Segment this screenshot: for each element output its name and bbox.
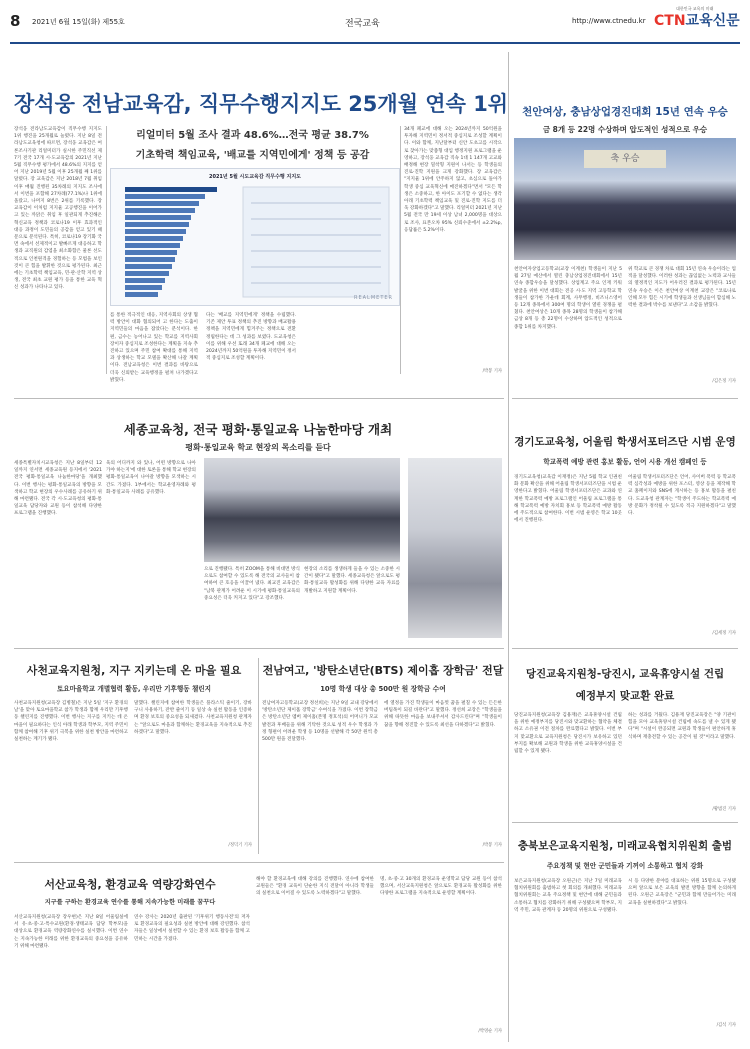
cheonan-headline: 천안여상, 충남상업경진대회 15년 연속 우승	[522, 106, 728, 118]
page-header	[10, 0, 740, 44]
jeonnamgo-byline: /박봉 기자	[482, 843, 502, 848]
cheonan-col2: 위 학교로 큰 경쟁 차로 대회 15년 연속 우승이라는 업적을 달성했다. 이러한 성과는 끊임없는 노력과 교사들의 열정적인 지도가 어우러진 결과로 평가된다. 15년 연속 우승은 이은 천안여상 이계천 교장은 "코로나로 인해 모두 힘든 시기에 학생들과 선생님들이 합심해 노력한 결과에 박수를 보낸다"고 소감을 밝혔다.	[628, 267, 736, 309]
sejong-photo-2	[408, 458, 502, 638]
lead-subhead-2: 기초학력 책임교육, '배교를 지역민에게' 정책 등 공감	[135, 150, 370, 161]
saecheon-col2: 말했다. 챌린지에 참여한 학생들은 플라스틱 줄이기, 장바구니 사용하기, 잔반 줄이기 등 일상 속 실천 활동을 인증하며 환경 보호의 중요성을 되새겼다. 사천교육지원청 관계자는 "앞으로도 마을과 함께하는 환경교육을 지속적으로 추진하겠다"고 말했다.	[134, 701, 252, 735]
seosan-col4: 명, 초·중·고 30개의 환경교육 운영학교 담당 교원 등이 참석했으며, 서산교육지원청은 앞으로도 환경교육 활성화를 위한 다양한 프로그램을 지속적으로 운영할 계획이다.	[380, 877, 502, 897]
sejong-col4: 현장의 소리를 생생하게 들을 수 있는 소중한 시간이 됐다"고 말했다. 세종교육청은 앞으로도 평화·통일교육 활성화를 위해 다양한 교육 자료를 개발하고 지원할 계획이다.	[304, 567, 400, 594]
section-name: 전국교육	[345, 19, 380, 29]
sejong-col1: 세종특별자치시교육청은 지난 8일부터 12일까지 연서면 세종교육원 등지에서 '2021 전국 평화·통일교육 나눔한마당'을 개최했다. 이번 행사는 평화·통일교육의 방향을 모색하고 학교 현장의 우수사례를 공유하기 위해 마련됐다. 전국 각 시·도교육청의 평화·통일교육 담당자와 교원 등이 참석해 다양한 프로그램을 진행했다.	[14, 461, 102, 517]
saecheon-headline: 사천교육지원청, 지구 지키는데 온 마을 필요	[26, 664, 242, 677]
cheonan-subhead: 금 8개 등 22명 수상하며 압도적인 성적으로 우승	[542, 125, 708, 134]
lead-byline: /박봉 기자	[482, 369, 502, 374]
jeonnamgo-col1: 전남여자고등학교(교장 정선희)는 지난 9일 교내 강당에서 '방탄소년단 제이홉 장학금' 수여식을 가졌다. 이번 장학금은 방탄소년단 멤버 제이홉(본명 정호석)의 어머니가 모교 발전과 후배들을 위해 기탁한 것으로 성적 우수 학생과 가정 형편이 어려운 학생 등 10명을 선발해 각 50만 원씩 총 500만 원을 전달했다.	[262, 701, 378, 743]
cheonan-byline: /김은정 기자	[712, 379, 736, 384]
gyeonggi-byline: /김세정 기자	[712, 631, 736, 636]
saecheon-subhead: 토요마을학교 개별협력 활동, 우리만 기후행동 챌린지	[56, 685, 212, 693]
lead-col2: 를 통한 적극적인 대응, 지역사회의 상생 협력 방안이 대화 협의되어 고 한다는 도출이 지역민들의 마음을 잡았다는 분석이다. 한편, 금수는 농어나고 있는 학교를 지역사회 장이자 중심지로 조성한다는 계획을 지속 추진하고 있으며 주민 참여 확대를 통해 지역과 상생하는 학교 모델을 확산해 나갈 계획이다. 전남교육청은 이번 결과를 바탕으로 더욱 신뢰받는 교육행정을 펼쳐 나가겠다고 밝혔다.	[110, 313, 198, 383]
seosan-headline: 서산교육청, 환경교육 역량강화연수	[44, 878, 216, 891]
chungbuk-byline: /김석 기자	[716, 1023, 736, 1028]
gyeonggi-headline: 경기도교육청, 어울림 학생서포터즈단 시범 운영	[514, 436, 736, 448]
seosan-col3: 해야 할 환경교육에 대해 강의를 진행했다. 연수에 참여한 교원들은 "환경 교육이 단순한 지식 전달이 아니라 학생들의 실천으로 이어질 수 있도록 노력하겠다"고 말했다.	[256, 877, 374, 897]
gyeonggi-subhead: 학교폭력 예방 관련 홍보 활동, 언어 시용 개선 캠페인 등	[543, 458, 707, 466]
dangjin-headline-1: 당진교육지원청-당진시, 교육휴양시설 건립	[525, 668, 725, 680]
newspaper-logo	[654, 6, 740, 30]
cheonan-col1: 천안여자상업고등학교(교장 이계천) 학생들이 지난 5월 27일 예산에서 열린 충남상업경진대회에서 15년 연속 종합우승을 달성했다. 상업계고 주요 인재 키워 발굴을 위한 이번 대회는 전공 시·도 지역 고등학교 학생들이 참가한 가운데 회계, 사무행정, 비즈니스영어 등 12개 종목에서 300여 명의 학생이 열띤 경쟁을 펼쳤다. 천안여상은 10개 종목 28명의 학생들이 참가해 금상 8개 등 총 22명이 수상하며 압도적인 성적으로 종합 1위를 차지했다.	[514, 267, 622, 330]
dangjin-col1: 당진교육지원청(교육장 김용재)은 교육휴양시설 건립을 위한 예정부지를 당진시와 맞교환하는 협약을 체결하고 소유권 이전 절차를 완료했다고 밝혔다. 이번 부지 맞교환으로 교육지원청은 당진시가 보유하고 있던 부지를 확보해 교원과 학생을 위한 교육휴양시설을 건립할 수 있게 됐다.	[514, 713, 622, 755]
logo-ctn: CTN	[654, 13, 686, 29]
jeonnamgo-headline: 전남여고, '방탄소년단(BTS) 제이홉 장학금' 전달	[262, 664, 504, 677]
sejong-col2: 육의 어디까지 와 있나, 어떤 방향으로 나아가야 하는지'에 대한 토론을 통해 학교 현장의 평화·통일교육이 나아갈 방향을 모색하는 시간도 가졌다. 1부에서는 학교운영자례와 평화·통일교육 사례를 공유했다.	[106, 461, 196, 495]
seosan-byline: /박영순 기자	[478, 1029, 502, 1034]
chungbuk-subhead: 주요정책 및 현안 군민들과 기꺼이 소통하고 협치 강화	[546, 862, 704, 870]
lead-col4: 34개 폐교에 대해 오는 2024년까지 50억원을 투자해 지역민이 정서적 중심지로 조성할 계획이다. 이와 함께, 지난달부터 신안 도초고를 시작으로 찾아가는 맞춤형 대입 행정지원 프로그램을 운영하고, 장석웅 교육감 직속 1대 1 147개 고교와 배정해 현장 밀착형 지원이 나서는 등 학생들의 진로·진학 지원을 크게 강화했다. 장 교육감은 "지지율 1위에 안주하지 않고, 초심으로 돌아가 학생 중심 교육혁신에 매진하겠다"면서 "모든 학생은 소중하고, 한 아이도 포기할 수 없다는 생각 아래 기초학력 책임교육 및 진로·진학 지도를 더욱 강화하겠다"고 말했다. 리얼미터 2021년 지난 5월 전국 만 19세 이상 남녀 2,000명을 대상으로 조사, 표본오차 95% 신뢰수준에서 ±2.2%p, 응답률은 5.2%이다.	[404, 127, 503, 233]
chart-bars	[125, 187, 217, 297]
lead-headline: 장석웅 전남교육감, 직무수행지지도 25개월 연속 1위	[14, 92, 509, 116]
lead-col1: 장석웅 전라남도교육감이 직무수행 지지도 1위 행진을 25개월로 늘렸다. 지난 8일 전라남도교육청에 따르면, 장석웅 교육감은 여론조사기관 리얼미터가 실시한 주민직선 제7기 전국 17개 시·도교육감의 2021년 지난 5월 직무수행 평가에서 48.6%의 지지를 얻어 지난 2019년 5월 이후 25개월 째 1위를 달렸다. 장 교육감은 지난 2018년 7월 취임 이후 매월 진행된 35차례의 지지도 조사에서 이번을 포함해 27차례(77.1%)나 1위에 올랐고, 나머지 8번은 2위를 기록했다. 장 교육감이 이처럼 지지율 고공행진을 이어가고 있는 까닭은 취임 후 일관되게 추진해온 혁신교육 정책과 코로나19 이후 효과적인 대응 과정이 도민들의 공감을 얻고 있기 때문으로 분석된다. 특히, 코로나19 장기화 국면 속에서 선제적이고 발빠르게 대응하고 학생과 교직원의 감염을 최소화함은 물론 선도적으로 인천원격을 경험하는 등 모범을 보인 것이 큰 힘을 발휘한 것으로 평가된다. 최근에는 기초학력 책임교육, 민·관·산학 지역 상생, 전국 최초 교원 평가 등을 통한 교육 혁신 성과가 나타나고 있다.	[14, 127, 102, 291]
logo-text: 교육신문	[685, 13, 740, 29]
seosan-subhead: 지구를 구하는 환경교육 연수를 통해 지속가능한 미래를 꿈꾸다	[44, 899, 216, 906]
lead-chart-graphic	[111, 169, 401, 307]
cheonan-banner: 축 우승	[584, 150, 666, 168]
gyeonggi-col2: 어울림 학생서포터즈단은 언어, 사이버 폭력 등 학교폭력 심각성과 예방을 위한 포스터, 영상 등을 제작해 학교 홈페이지와 SNS에 게시하는 등 홍보 활동을 펼친다. 도교육청 관계자는 "학생이 주도하는 학교폭력 예방 문화가 정착될 수 있도록 적극 지원하겠다"고 말했다.	[628, 475, 736, 517]
lead-chart	[110, 168, 400, 306]
sejong-subhead: 평화·통일교육 학교 현장의 목소리를 듣다	[185, 443, 331, 452]
saecheon-byline: /정덕기 기자	[228, 843, 252, 848]
lead-col3: 다는 '배교를 지역민에게' 정책을 수립했다. 기존 제안 투표 정책의 추진 방향과 배교활용 정책을 지역민에게 힘겨주는 정책으로 전환 정립한다는 데 그 성과를 보였다. 도교육청은 이를 위해 우선 또래 34개 폐교에 대해 오는 2024년까지 50억원을 투자해 지역민이 정서적 중심지로 조성할 계획이다.	[206, 313, 296, 362]
chungbuk-col1: 보은교육지원청(교육장 오원근)은 지난 7일 미래교육협치위원회를 출범하고 첫 회의를 개최했다. 미래교육협치위원회는 교육 주요정책 및 현안에 대해 군민들과 소통하고 협치를 강화하기 위해 구성됐으며 학부모, 지역 주민, 교육 관계자 등 20명의 위원으로 구성됐다.	[514, 879, 622, 913]
sejong-col3: 으로 진행됐다. 특히 ZOOM을 통해 비대면 방식으로도 참여할 수 있도록 해 전국의 교사들이 참여하여 큰 호응을 이끌어 냈다. 최교진 교육감은 "남북 관계가 어려운 이 시기에 평화·통일교육의 중요성은 더욱 커지고 있다"고 강조했다.	[204, 567, 300, 601]
saecheon-col1: 사천교육지원청(교육장 김병철)은 지난 5일 '지구 환경의 날'을 맞아 토요마을학교 참가 학생과 함께 우리만 기후행동 챌린지를 진행했다. 이번 행사는 지구를 지키는 데 온 마을이 필요하다는 인식 아래 학생과 학부모, 지역 주민이 함께 참여해 기후 위기 극복을 위한 실천 방안을 마련하고 실천하는 계기가 됐다.	[14, 701, 128, 743]
issue-date: 2021년 6월 15일(화) 제55호	[32, 18, 125, 26]
gyeonggi-col1: 경기도교육청(교육감 이재정)은 지난 5월 학교 인권친화 문화 확산을 위해 어울림 학생서포터즈단을 시범 운영한다고 밝혔다. 어울림 학생서포터즈단은 교과와 연계한 학교폭력 예방 프로그램인 어울림 프로그램을 통해 학교폭력 예방 자치회 홍보 등 학교폭력 예방 활동에 주도적으로 참여한다. 이번 시범 운영은 학교 10곳에서 진행된다.	[514, 475, 622, 524]
lead-subhead-1: 리얼미터 5월 조사 결과 48.6%…전국 평균 38.7%	[136, 130, 369, 141]
seosan-col1: 서산교육지원청(교육장 장우현)은 지난 8일 어울림실에서 유·초·중·고·특수교원(환경·생태교육 담당 학부모)을 대상으로 환경교육 역량강화연수를 실시했다. 이번 연수는 지속가능한 미래를 위한 환경교육의 중요성을 공유하기 위해 마련됐다.	[14, 915, 128, 949]
jeonnamgo-subhead: 10명 학생 대상 총 500만 원 장학금 수여	[320, 685, 446, 693]
sejong-headline: 세종교육청, 전국 평화·통일교육 나눔한마당 개최	[123, 422, 393, 437]
dangjin-headline-2: 예정부지 맞교환 완료	[575, 690, 675, 702]
dangjin-col2: 하는 성과를 거뒀다. 김용재 당진교육장은 "양 기관이 힘을 모아 교육휴양시설 건립에 속도를 낼 수 있게 됐다"며 "시설이 완공되면 교원과 학생들이 편안하게 휴식하며 재충전할 수 있는 공간이 될 것"이라고 말했다.	[628, 713, 736, 740]
dangjin-byline: /황범진 기자	[712, 807, 736, 812]
logo-tagline: 대한민국 교육의 미래	[676, 6, 714, 11]
sejong-photo	[204, 458, 400, 562]
jeonnamgo-col2: 에 열정을 가진 학생들이 마음껏 꿈을 펼칠 수 있는 든든한 버팀목이 되길 바란다"고 말했다. 정선희 교장은 "학생들을 위해 따뜻한 마음을 보내주셔서 감사드린다"며 "학생들이 꿈을 향해 정진할 수 있도록 최선을 다하겠다"고 밝혔다.	[384, 701, 502, 728]
lead-chart-title: 2021년 5월 시도교육감 직무수행 지지도	[209, 174, 301, 180]
page-number: 8	[10, 12, 21, 30]
chungbuk-headline: 충북보은교육지원청, 미래교육협치위원회 출범	[517, 840, 733, 852]
site-url[interactable]: http://www.ctnedu.kr	[572, 17, 646, 25]
cheonan-photo	[514, 138, 736, 260]
seosan-col2: 연수 강사는 2020년 출판된 '기후위기 행동사전'의 저자로 환경교육의 필요성과 실천 방안에 대해 강연했다. 참석자들은 일상에서 실천할 수 있는 환경 보호 활동을 함께 고민하는 시간을 가졌다.	[134, 915, 250, 942]
chart-watermark: REALMETER	[354, 295, 393, 301]
chart-side-panel	[243, 187, 389, 297]
chungbuk-col2: 시 등 다양한 분야를 대표하는 위원 15명으로 구성됐으며 앞으로 보은 교육의 발전 방향을 함께 논의하게 된다. 오원근 교육장은 "군민과 함께 만들어가는 미래교육을 실현하겠다"고 밝혔다.	[628, 879, 736, 906]
